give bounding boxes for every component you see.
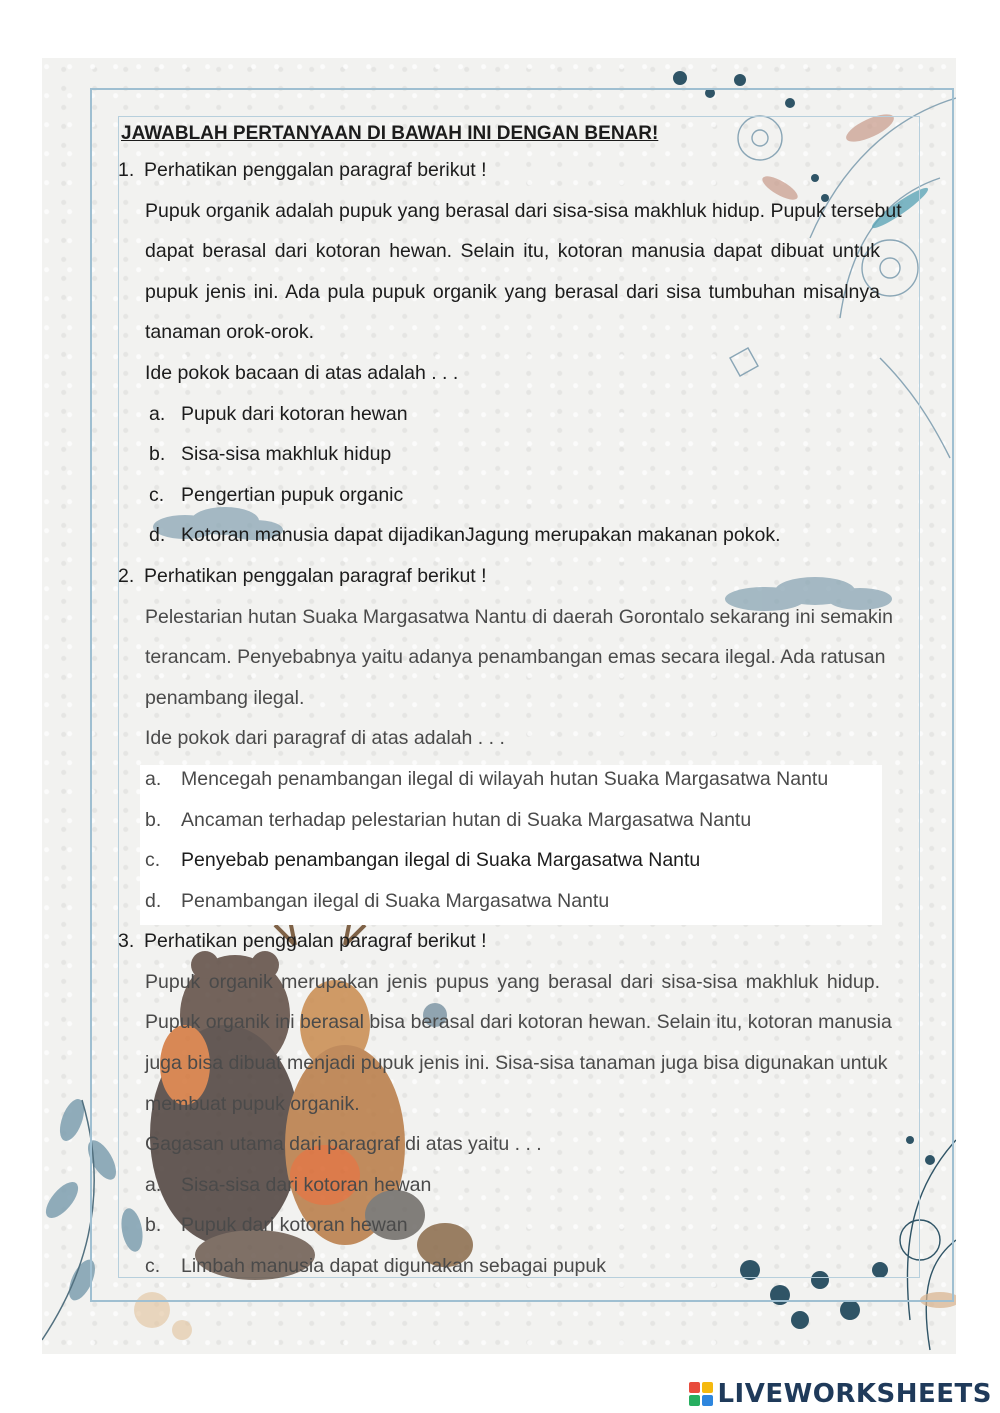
option-text: Pengertian pupuk organic <box>181 483 404 506</box>
question-3-text: Gagasan utama dari paragraf di atas yaitu . . . <box>145 1133 542 1156</box>
question-number: 3. <box>118 930 135 953</box>
option-letter: a. <box>149 402 166 425</box>
question-1-option-b[interactable] <box>118 434 880 475</box>
paragraph-line: penambang ilegal. <box>145 686 305 709</box>
question-1-option-d[interactable] <box>118 515 880 556</box>
option-text: Sisa-sisa makhluk hidup <box>181 443 392 466</box>
option-text: Kotoran manusia dapat dijadikanJagung merupakan makanan pokok. <box>181 524 781 547</box>
question-prompt: Perhatikan penggalan paragraf berikut ! <box>144 159 487 181</box>
paragraph-line: Pupuk organik merupakan jenis pupus yang berasal dari sisa-sisa makhluk hidup. <box>145 970 880 993</box>
option-letter: c. <box>145 849 161 872</box>
liveworksheets-brand[interactable] <box>689 1378 992 1410</box>
paragraph-line: membuat pupuk organik. <box>145 1092 360 1115</box>
question-prompt: Perhatikan penggalan paragraf berikut ! <box>144 564 487 587</box>
option-letter: b. <box>149 443 166 466</box>
question-prompt: Perhatikan penggalan paragraf berikut ! <box>144 930 487 953</box>
liveworksheets-logo-icon <box>689 1382 713 1406</box>
logo-tile <box>702 1395 713 1406</box>
question-1-option-c[interactable] <box>118 475 880 516</box>
paragraph-line: Pupuk organik adalah pupuk yang berasal dari sisa-sisa makhluk hidup. Pupuk tersebut <box>145 199 902 222</box>
question-1-prompt <box>118 150 880 191</box>
question-2-option-b[interactable] <box>118 800 880 841</box>
brand-name: LIVEWORKSHEETS <box>717 1379 992 1409</box>
logo-tile <box>702 1382 713 1393</box>
worksheet-heading: JAWABLAH PERTANYAAN DI BAWAH INI DENGAN BENAR! <box>121 123 659 144</box>
paragraph-line: terancam. Penyebabnya yaitu adanya penambangan emas secara ilegal. Ada ratusan <box>145 646 886 669</box>
question-3-option-a[interactable] <box>118 1165 880 1206</box>
option-text: Sisa-sisa dari kotoran hewan <box>181 1173 432 1196</box>
option-letter: b. <box>145 1214 162 1237</box>
question-number: 1. <box>118 159 135 181</box>
option-letter: b. <box>145 808 162 831</box>
worksheet-content <box>118 120 902 1287</box>
question-3-option-b[interactable] <box>118 1205 880 1246</box>
option-text: Pupuk dari kotoran hewan <box>181 1214 408 1237</box>
paragraph-line: juga bisa dibuat menjadi pupuk jenis ini. Sisa-sisa tanaman juga bisa digunakan untuk <box>145 1052 888 1075</box>
option-text: Penyebab penambangan ilegal di Suaka Margasatwa Nantu <box>181 849 701 872</box>
option-letter: d. <box>149 524 166 547</box>
question-2-option-c[interactable] <box>118 840 880 881</box>
question-number: 2. <box>118 564 135 587</box>
option-letter: c. <box>149 483 165 506</box>
question-2-option-a[interactable] <box>118 759 880 800</box>
question-3-option-c[interactable] <box>118 1246 880 1287</box>
option-letter: a. <box>145 1173 162 1196</box>
option-letter: a. <box>145 767 162 790</box>
paragraph-line: tanaman orok-orok. <box>145 321 315 344</box>
logo-tile <box>689 1382 700 1393</box>
question-2-prompt <box>118 556 880 597</box>
option-text: Ancaman terhadap pelestarian hutan di Suaka Margasatwa Nantu <box>181 808 752 831</box>
question-3-prompt <box>118 921 880 962</box>
paragraph-line: Pupuk organik ini berasal bisa berasal dari kotoran hewan. Selain itu, kotoran manusia <box>145 1011 892 1034</box>
question-2-option-d[interactable] <box>118 881 880 922</box>
option-letter: d. <box>145 889 162 912</box>
paragraph-line: Pelestarian hutan Suaka Margasatwa Nantu di daerah Gorontalo sekarang ini semakin <box>145 605 893 628</box>
option-text: Pupuk dari kotoran hewan <box>181 402 408 425</box>
question-2-text: Ide pokok dari paragraf di atas adalah . . . <box>145 727 505 750</box>
option-letter: c. <box>145 1255 161 1278</box>
logo-tile <box>689 1395 700 1406</box>
option-text: Mencegah penambangan ilegal di wilayah hutan Suaka Margasatwa Nantu <box>181 767 829 790</box>
option-text: Penambangan ilegal di Suaka Margasatwa Nantu <box>181 889 610 912</box>
option-text: Limbah manusia dapat digunakan sebagai pupuk <box>181 1255 606 1278</box>
question-1-text: Ide pokok bacaan di atas adalah . . . <box>145 361 459 384</box>
paragraph-line: dapat berasal dari kotoran hewan. Selain itu, kotoran manusia dapat dibuat untuk <box>145 240 880 263</box>
question-1-option-a[interactable] <box>118 394 880 435</box>
paragraph-line: pupuk jenis ini. Ada pula pupuk organik yang berasal dari sisa tumbuhan misalnya <box>145 280 880 303</box>
